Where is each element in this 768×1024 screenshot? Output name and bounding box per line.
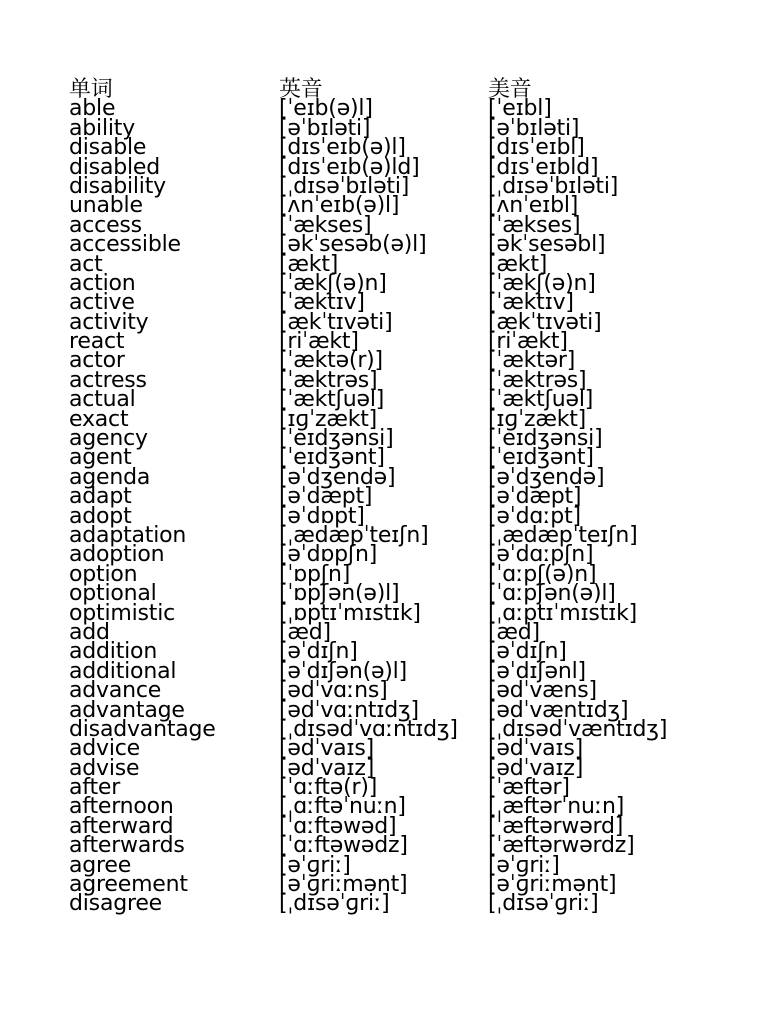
us-phonetic-cell: [ədˈvaɪs] xyxy=(488,736,584,762)
table-row xyxy=(69,658,738,684)
header-us: 美音 xyxy=(488,77,532,102)
word-cell: disabled xyxy=(69,154,160,180)
us-phonetic-cell: [ɪɡˈzækt] xyxy=(488,406,587,432)
us-phonetic-cell: [ˈækses] xyxy=(488,212,581,238)
word-cell: unable xyxy=(69,193,143,219)
word-cell: disability xyxy=(69,173,166,199)
us-phonetic-cell: [ədˈvaɪz] xyxy=(488,755,584,781)
table-body xyxy=(69,96,738,917)
table-row xyxy=(69,193,738,219)
table-row xyxy=(69,173,738,199)
uk-phonetic-cell: [ədˈvɑːntɪdʒ] xyxy=(279,697,419,723)
word-cell: add xyxy=(69,619,110,645)
us-phonetic-cell: [ˌdɪsədˈvæntɪdʒ] xyxy=(488,716,668,742)
table-row xyxy=(69,290,738,316)
us-phonetic-cell: [ˈækʃ(ə)n] xyxy=(488,270,596,296)
table-row xyxy=(69,232,738,258)
word-cell: agency xyxy=(69,426,148,452)
us-phonetic-cell: [ˌdɪsəˈɡriː] xyxy=(488,891,599,917)
word-cell: optional xyxy=(69,581,157,607)
us-phonetic-cell: [əˈɡriːmənt] xyxy=(488,872,617,898)
us-phonetic-cell: [ˈæftərwərdz] xyxy=(488,833,635,859)
table-row xyxy=(69,736,738,762)
us-phonetic-cell: [əˈdɪʃn] xyxy=(488,639,567,665)
us-phonetic-cell: [əkˈsesəbl] xyxy=(488,232,606,258)
table-row xyxy=(69,755,738,781)
uk-phonetic-cell: [ˈɑːftəwəd] xyxy=(279,813,397,839)
uk-phonetic-cell: [ˈɑːftə(r)] xyxy=(279,775,378,801)
word-cell: able xyxy=(69,96,116,122)
uk-phonetic-cell: [ədˈvɑːns] xyxy=(279,678,388,704)
word-cell: agenda xyxy=(69,464,151,490)
uk-phonetic-cell: [ʌnˈeɪb(ə)l] xyxy=(279,193,400,219)
word-cell: act xyxy=(69,251,103,277)
word-cell: react xyxy=(69,329,125,355)
word-cell: disadvantage xyxy=(69,716,216,742)
uk-phonetic-cell: [ˌɒptɪˈmɪstɪk] xyxy=(279,600,421,626)
table-row xyxy=(69,309,738,335)
word-cell: adapt xyxy=(69,484,132,510)
word-cell: optimistic xyxy=(69,600,176,626)
us-phonetic-cell: [riˈækt] xyxy=(488,329,568,355)
table-row xyxy=(69,561,738,587)
uk-phonetic-cell: [ˈɒpʃən(ə)l] xyxy=(279,581,400,607)
table-row xyxy=(69,464,738,490)
table-row xyxy=(69,484,738,510)
table-row xyxy=(69,426,738,452)
uk-phonetic-cell: [æd] xyxy=(279,619,331,645)
uk-phonetic-cell: [əˈdɪʃən(ə)l] xyxy=(279,658,407,684)
uk-phonetic-cell: [ɪɡˈzækt] xyxy=(279,406,378,432)
uk-phonetic-cell: [əˈdæpt] xyxy=(279,484,373,510)
us-phonetic-cell: [ˈɑːpʃən(ə)l] xyxy=(488,581,616,607)
uk-phonetic-cell: [ˈæktɪv] xyxy=(279,290,365,316)
uk-phonetic-cell: [ˈæktʃuəl] xyxy=(279,387,385,413)
table-row xyxy=(69,348,738,374)
table-row xyxy=(69,251,738,277)
uk-phonetic-cell: [ækˈtɪvəti] xyxy=(279,309,393,335)
header-word: 单词 xyxy=(69,77,113,102)
uk-phonetic-cell: [ədˈvaɪs] xyxy=(279,736,375,762)
word-cell: exact xyxy=(69,406,129,432)
us-phonetic-cell: [ˈæftər] xyxy=(488,775,570,801)
uk-phonetic-cell: [əˈdɒpt] xyxy=(279,503,365,529)
us-phonetic-cell: [ˈeɪdʒənt] xyxy=(488,445,594,471)
table-row xyxy=(69,329,738,355)
table-row xyxy=(69,406,738,432)
uk-phonetic-cell: [ˈækʃ(ə)n] xyxy=(279,270,387,296)
us-phonetic-cell: [əˈdɪʃənl] xyxy=(488,658,586,684)
us-phonetic-cell: [ˈæftərwərd] xyxy=(488,813,624,839)
uk-phonetic-cell: [ˌɑːftəˈnuːn] xyxy=(279,794,406,820)
word-cell: after xyxy=(69,775,121,801)
word-cell: disagree xyxy=(69,891,163,917)
uk-phonetic-cell: [ˈɒpʃn] xyxy=(279,561,351,587)
word-cell: advice xyxy=(69,736,141,762)
uk-phonetic-cell: [əˈdʒendə] xyxy=(279,464,396,490)
table-row xyxy=(69,445,738,471)
word-cell: action xyxy=(69,270,136,296)
word-cell: actress xyxy=(69,367,147,393)
uk-phonetic-cell: [ˈeɪb(ə)l] xyxy=(279,96,373,122)
us-phonetic-cell: [ækˈtɪvəti] xyxy=(488,309,602,335)
us-phonetic-cell: [ˌɑːptɪˈmɪstɪk] xyxy=(488,600,638,626)
uk-phonetic-cell: [əˈɡriːmənt] xyxy=(279,872,408,898)
us-phonetic-cell: [ədˈvæntɪdʒ] xyxy=(488,697,629,723)
us-phonetic-cell: [dɪsˈeɪbl] xyxy=(488,135,585,161)
us-phonetic-cell: [əˈdɑːpt] xyxy=(488,503,581,529)
word-cell: disable xyxy=(69,135,147,161)
word-cell: afterward xyxy=(69,813,174,839)
uk-phonetic-cell: [ˌædæpˈteɪʃn] xyxy=(279,522,429,548)
word-cell: agent xyxy=(69,445,132,471)
table-row xyxy=(69,833,738,859)
word-cell: addition xyxy=(69,639,158,665)
word-cell: ability xyxy=(69,115,136,141)
uk-phonetic-cell: [əˈbɪləti] xyxy=(279,115,371,141)
us-phonetic-cell: [ˈæktʃuəl] xyxy=(488,387,594,413)
uk-phonetic-cell: [ˈækses] xyxy=(279,212,372,238)
us-phonetic-cell: [əˈdɑːpʃn] xyxy=(488,542,594,568)
uk-phonetic-cell: [ˈɑːftəwədz] xyxy=(279,833,408,859)
us-phonetic-cell: [əˈbɪləti] xyxy=(488,115,580,141)
word-cell: agree xyxy=(69,852,132,878)
word-cell: adaptation xyxy=(69,522,187,548)
us-phonetic-cell: [əˈdʒendə] xyxy=(488,464,605,490)
table-row xyxy=(69,891,738,917)
us-phonetic-cell: [ˌæftərˈnuːn] xyxy=(488,794,625,820)
us-phonetic-cell: [ˈeɪbl] xyxy=(488,96,552,122)
word-cell: accessible xyxy=(69,232,181,258)
word-cell: actor xyxy=(69,348,125,374)
uk-phonetic-cell: [əˈɡriː] xyxy=(279,852,351,878)
word-cell: actual xyxy=(69,387,136,413)
us-phonetic-cell: [ədˈvæns] xyxy=(488,678,597,704)
us-phonetic-cell: [ˈæktɪv] xyxy=(488,290,574,316)
us-phonetic-cell: [ˈeɪdʒənsi] xyxy=(488,426,603,452)
word-cell: advance xyxy=(69,678,162,704)
word-cell: additional xyxy=(69,658,177,684)
uk-phonetic-cell: [dɪsˈeɪb(ə)ld] xyxy=(279,154,420,180)
word-cell: agreement xyxy=(69,872,188,898)
word-cell: option xyxy=(69,561,138,587)
uk-phonetic-cell: [ˈæktrəs] xyxy=(279,367,378,393)
word-cell: activity xyxy=(69,309,149,335)
word-cell: active xyxy=(69,290,135,316)
table-row xyxy=(69,367,738,393)
us-phonetic-cell: [əˈɡriː] xyxy=(488,852,560,878)
us-phonetic-cell: [æd] xyxy=(488,619,540,645)
word-cell: afternoon xyxy=(69,794,174,820)
uk-phonetic-cell: [riˈækt] xyxy=(279,329,359,355)
us-phonetic-cell: [dɪsˈeɪbld] xyxy=(488,154,599,180)
uk-phonetic-cell: [ˈeɪdʒənt] xyxy=(279,445,385,471)
vocabulary-table xyxy=(69,77,738,917)
us-phonetic-cell: [ˈɑːpʃ(ə)n] xyxy=(488,561,597,587)
uk-phonetic-cell: [əkˈsesəb(ə)l] xyxy=(279,232,427,258)
uk-phonetic-cell: [ækt] xyxy=(279,251,339,277)
header-uk: 英音 xyxy=(279,77,323,102)
uk-phonetic-cell: [əˈdɒpʃn] xyxy=(279,542,378,568)
table-row xyxy=(69,619,738,645)
us-phonetic-cell: [ˈæktər] xyxy=(488,348,576,374)
table-row xyxy=(69,387,738,413)
word-cell: afterwards xyxy=(69,833,185,859)
us-phonetic-cell: [əˈdæpt] xyxy=(488,484,582,510)
uk-phonetic-cell: [ˌdɪsədˈvɑːntɪdʒ] xyxy=(279,716,458,742)
us-phonetic-cell: [ækt] xyxy=(488,251,548,277)
table-row xyxy=(69,872,738,898)
table-row xyxy=(69,600,738,626)
us-phonetic-cell: [ˌdɪsəˈbɪləti] xyxy=(488,173,619,199)
table-row xyxy=(69,522,738,548)
uk-phonetic-cell: [ˌdɪsəˈbɪləti] xyxy=(279,173,410,199)
us-phonetic-cell: [ʌnˈeɪbl] xyxy=(488,193,579,219)
word-cell: advantage xyxy=(69,697,185,723)
uk-phonetic-cell: [ədˈvaɪz] xyxy=(279,755,375,781)
table-row xyxy=(69,542,738,568)
table-row xyxy=(69,716,738,742)
table-header-row xyxy=(69,77,738,102)
table-row xyxy=(69,96,738,122)
uk-phonetic-cell: [ˈeɪdʒənsi] xyxy=(279,426,394,452)
uk-phonetic-cell: [dɪsˈeɪb(ə)l] xyxy=(279,135,406,161)
uk-phonetic-cell: [əˈdɪʃn] xyxy=(279,639,358,665)
us-phonetic-cell: [ˈæktrəs] xyxy=(488,367,587,393)
word-cell: advise xyxy=(69,755,140,781)
uk-phonetic-cell: [ˈæktə(r)] xyxy=(279,348,383,374)
uk-phonetic-cell: [ˌdɪsəˈɡriː] xyxy=(279,891,390,917)
word-cell: access xyxy=(69,212,142,238)
table-row xyxy=(69,270,738,296)
us-phonetic-cell: [ˌædæpˈteɪʃn] xyxy=(488,522,638,548)
word-cell: adopt xyxy=(69,503,132,529)
word-cell: adoption xyxy=(69,542,165,568)
